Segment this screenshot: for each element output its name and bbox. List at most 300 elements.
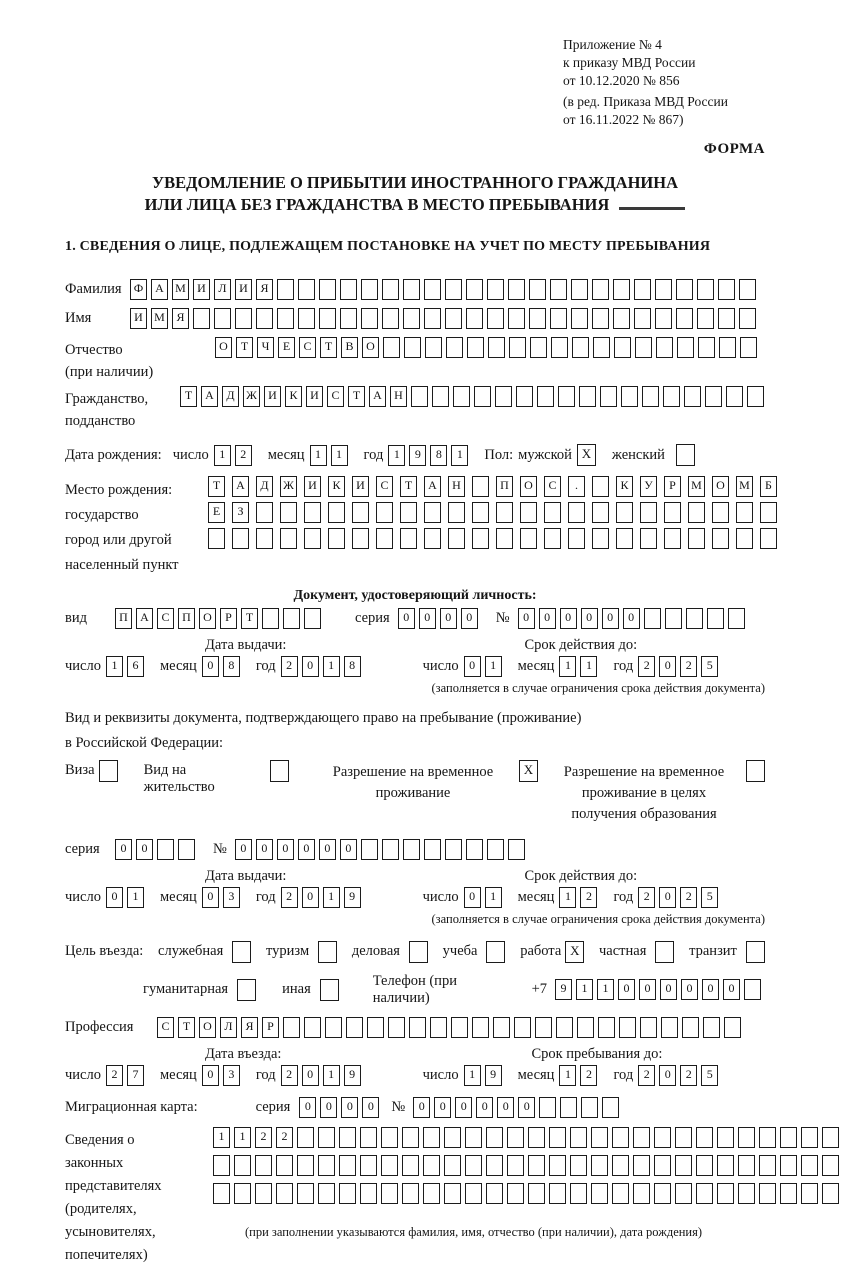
option-temp-residence-checkbox[interactable]: X: [519, 760, 538, 782]
char-cell[interactable]: [234, 1155, 251, 1176]
char-cell[interactable]: 0: [434, 1097, 451, 1118]
char-cell[interactable]: 2: [638, 887, 655, 908]
char-cell[interactable]: [411, 386, 428, 407]
char-cell[interactable]: [382, 839, 399, 860]
char-cell[interactable]: [486, 1155, 503, 1176]
purpose-private-checkbox[interactable]: [655, 941, 674, 963]
char-cell[interactable]: Е: [278, 337, 295, 358]
char-cell[interactable]: [724, 1017, 741, 1038]
char-cell[interactable]: 9: [344, 1065, 361, 1086]
purpose-transit-checkbox[interactable]: [746, 941, 765, 963]
purpose-humanitarian-checkbox[interactable]: [237, 979, 256, 1001]
char-cell[interactable]: 5: [701, 1065, 718, 1086]
char-cell[interactable]: Я: [241, 1017, 258, 1038]
char-cell[interactable]: [382, 308, 399, 329]
char-cell[interactable]: Б: [760, 476, 777, 497]
char-cell[interactable]: 0: [320, 1097, 337, 1118]
char-cell[interactable]: 5: [701, 656, 718, 677]
char-cell[interactable]: [328, 502, 345, 523]
char-cell[interactable]: 3: [223, 887, 240, 908]
char-cell[interactable]: 2: [255, 1127, 272, 1148]
char-cell[interactable]: [822, 1127, 839, 1148]
char-cell[interactable]: [738, 1127, 755, 1148]
char-cell[interactable]: [780, 1127, 797, 1148]
option-temp-residence-education-checkbox[interactable]: [746, 760, 765, 782]
char-cell[interactable]: [424, 279, 441, 300]
char-cell[interactable]: 2: [680, 887, 697, 908]
char-cell[interactable]: [496, 528, 513, 549]
char-cell[interactable]: Ч: [257, 337, 274, 358]
char-cell[interactable]: [297, 1183, 314, 1204]
char-cell[interactable]: [591, 1127, 608, 1148]
char-cell[interactable]: [493, 1017, 510, 1038]
char-cell[interactable]: [465, 1155, 482, 1176]
char-cell[interactable]: [508, 279, 525, 300]
char-cell[interactable]: [654, 1127, 671, 1148]
char-cell[interactable]: 1: [310, 445, 327, 466]
char-cell[interactable]: [612, 1127, 629, 1148]
char-cell[interactable]: [822, 1155, 839, 1176]
residence-issue-month-cells[interactable]: [202, 887, 244, 908]
surname-cells[interactable]: [130, 279, 760, 300]
char-cell[interactable]: [528, 1127, 545, 1148]
char-cell[interactable]: О: [199, 1017, 216, 1038]
char-cell[interactable]: С: [157, 608, 174, 629]
char-cell[interactable]: 0: [302, 1065, 319, 1086]
char-cell[interactable]: [304, 502, 321, 523]
char-cell[interactable]: 2: [680, 1065, 697, 1086]
char-cell[interactable]: 1: [213, 1127, 230, 1148]
char-cell[interactable]: Д: [256, 476, 273, 497]
char-cell[interactable]: [318, 1183, 335, 1204]
char-cell[interactable]: [508, 839, 525, 860]
char-cell[interactable]: [644, 608, 661, 629]
char-cell[interactable]: 0: [136, 839, 153, 860]
char-cell[interactable]: [619, 1017, 636, 1038]
char-cell[interactable]: 0: [464, 656, 481, 677]
phone-cells[interactable]: [555, 979, 765, 1000]
char-cell[interactable]: [633, 1127, 650, 1148]
char-cell[interactable]: [592, 308, 609, 329]
residence-valid-month-cells[interactable]: [559, 887, 601, 908]
char-cell[interactable]: [297, 1155, 314, 1176]
char-cell[interactable]: И: [193, 279, 210, 300]
entry-day-cells[interactable]: [106, 1065, 148, 1086]
migration-series-cells[interactable]: [299, 1097, 383, 1118]
char-cell[interactable]: 0: [639, 979, 656, 1000]
char-cell[interactable]: [466, 839, 483, 860]
char-cell[interactable]: О: [199, 608, 216, 629]
char-cell[interactable]: [688, 502, 705, 523]
char-cell[interactable]: [423, 1183, 440, 1204]
char-cell[interactable]: К: [328, 476, 345, 497]
char-cell[interactable]: [516, 386, 533, 407]
char-cell[interactable]: 0: [539, 608, 556, 629]
char-cell[interactable]: [759, 1183, 776, 1204]
char-cell[interactable]: [381, 1127, 398, 1148]
char-cell[interactable]: [591, 1183, 608, 1204]
char-cell[interactable]: 1: [214, 445, 231, 466]
char-cell[interactable]: [696, 1183, 713, 1204]
char-cell[interactable]: [234, 1183, 251, 1204]
char-cell[interactable]: [744, 979, 761, 1000]
char-cell[interactable]: 9: [555, 979, 572, 1000]
char-cell[interactable]: 0: [106, 887, 123, 908]
char-cell[interactable]: [360, 1127, 377, 1148]
char-cell[interactable]: [472, 1017, 489, 1038]
char-cell[interactable]: [448, 528, 465, 549]
representatives-cells-row3[interactable]: [213, 1183, 843, 1204]
char-cell[interactable]: 0: [518, 1097, 535, 1118]
char-cell[interactable]: [544, 502, 561, 523]
char-cell[interactable]: [612, 1155, 629, 1176]
char-cell[interactable]: 0: [660, 979, 677, 1000]
char-cell[interactable]: 0: [497, 1097, 514, 1118]
char-cell[interactable]: 1: [559, 656, 576, 677]
char-cell[interactable]: [466, 308, 483, 329]
char-cell[interactable]: [697, 279, 714, 300]
char-cell[interactable]: [598, 1017, 615, 1038]
char-cell[interactable]: Р: [664, 476, 681, 497]
char-cell[interactable]: [759, 1155, 776, 1176]
char-cell[interactable]: Н: [390, 386, 407, 407]
char-cell[interactable]: 8: [430, 445, 447, 466]
char-cell[interactable]: 9: [344, 887, 361, 908]
char-cell[interactable]: 1: [388, 445, 405, 466]
char-cell[interactable]: [328, 528, 345, 549]
char-cell[interactable]: [404, 337, 421, 358]
char-cell[interactable]: 2: [106, 1065, 123, 1086]
char-cell[interactable]: [383, 337, 400, 358]
char-cell[interactable]: [581, 1097, 598, 1118]
char-cell[interactable]: [614, 337, 631, 358]
char-cell[interactable]: [304, 528, 321, 549]
char-cell[interactable]: 0: [581, 608, 598, 629]
char-cell[interactable]: [487, 839, 504, 860]
char-cell[interactable]: [448, 502, 465, 523]
char-cell[interactable]: 0: [702, 979, 719, 1000]
char-cell[interactable]: [634, 279, 651, 300]
char-cell[interactable]: 9: [485, 1065, 502, 1086]
char-cell[interactable]: С: [544, 476, 561, 497]
char-cell[interactable]: [318, 1127, 335, 1148]
char-cell[interactable]: А: [369, 386, 386, 407]
char-cell[interactable]: [551, 337, 568, 358]
char-cell[interactable]: [193, 308, 210, 329]
doc-number-cells[interactable]: [518, 608, 749, 629]
char-cell[interactable]: [780, 1155, 797, 1176]
char-cell[interactable]: [740, 337, 757, 358]
char-cell[interactable]: [451, 1017, 468, 1038]
char-cell[interactable]: [570, 1127, 587, 1148]
char-cell[interactable]: [520, 528, 537, 549]
char-cell[interactable]: 0: [659, 887, 676, 908]
char-cell[interactable]: [661, 1017, 678, 1038]
char-cell[interactable]: [507, 1127, 524, 1148]
char-cell[interactable]: 0: [319, 839, 336, 860]
char-cell[interactable]: [325, 1017, 342, 1038]
char-cell[interactable]: 1: [485, 887, 502, 908]
char-cell[interactable]: 1: [451, 445, 468, 466]
char-cell[interactable]: [592, 528, 609, 549]
char-cell[interactable]: [696, 1155, 713, 1176]
char-cell[interactable]: Н: [448, 476, 465, 497]
char-cell[interactable]: [664, 502, 681, 523]
residence-valid-day-cells[interactable]: [464, 887, 506, 908]
char-cell[interactable]: 2: [638, 1065, 655, 1086]
char-cell[interactable]: 2: [638, 656, 655, 677]
char-cell[interactable]: [577, 1017, 594, 1038]
char-cell[interactable]: Т: [178, 1017, 195, 1038]
char-cell[interactable]: [178, 839, 195, 860]
migration-number-cells[interactable]: [413, 1097, 623, 1118]
char-cell[interactable]: [488, 337, 505, 358]
char-cell[interactable]: [276, 1183, 293, 1204]
char-cell[interactable]: [600, 386, 617, 407]
char-cell[interactable]: [822, 1183, 839, 1204]
char-cell[interactable]: [801, 1127, 818, 1148]
char-cell[interactable]: К: [285, 386, 302, 407]
char-cell[interactable]: [579, 386, 596, 407]
char-cell[interactable]: [445, 839, 462, 860]
char-cell[interactable]: [550, 308, 567, 329]
char-cell[interactable]: [728, 608, 745, 629]
char-cell[interactable]: А: [136, 608, 153, 629]
purpose-study-checkbox[interactable]: [486, 941, 505, 963]
char-cell[interactable]: 0: [302, 656, 319, 677]
char-cell[interactable]: [726, 386, 743, 407]
char-cell[interactable]: 2: [281, 656, 298, 677]
char-cell[interactable]: [738, 1155, 755, 1176]
char-cell[interactable]: [214, 308, 231, 329]
char-cell[interactable]: [676, 279, 693, 300]
char-cell[interactable]: 2: [580, 1065, 597, 1086]
char-cell[interactable]: [544, 528, 561, 549]
char-cell[interactable]: 1: [485, 656, 502, 677]
purpose-other-checkbox[interactable]: [320, 979, 339, 1001]
char-cell[interactable]: 1: [127, 887, 144, 908]
char-cell[interactable]: [801, 1183, 818, 1204]
char-cell[interactable]: 3: [223, 1065, 240, 1086]
char-cell[interactable]: [235, 308, 252, 329]
char-cell[interactable]: Е: [208, 502, 225, 523]
char-cell[interactable]: [256, 528, 273, 549]
char-cell[interactable]: [508, 308, 525, 329]
char-cell[interactable]: [298, 308, 315, 329]
char-cell[interactable]: К: [616, 476, 633, 497]
char-cell[interactable]: [635, 337, 652, 358]
char-cell[interactable]: 0: [455, 1097, 472, 1118]
char-cell[interactable]: О: [362, 337, 379, 358]
char-cell[interactable]: [208, 528, 225, 549]
stay-year-cells[interactable]: [638, 1065, 722, 1086]
char-cell[interactable]: [453, 386, 470, 407]
char-cell[interactable]: [760, 502, 777, 523]
char-cell[interactable]: [640, 502, 657, 523]
char-cell[interactable]: [558, 386, 575, 407]
char-cell[interactable]: [444, 1155, 461, 1176]
sex-male-checkbox[interactable]: X: [577, 444, 596, 466]
char-cell[interactable]: [423, 1127, 440, 1148]
char-cell[interactable]: [688, 528, 705, 549]
char-cell[interactable]: [403, 279, 420, 300]
char-cell[interactable]: [719, 337, 736, 358]
char-cell[interactable]: [400, 502, 417, 523]
char-cell[interactable]: [549, 1127, 566, 1148]
char-cell[interactable]: П: [496, 476, 513, 497]
char-cell[interactable]: 0: [235, 839, 252, 860]
char-cell[interactable]: [717, 1127, 734, 1148]
char-cell[interactable]: [304, 1017, 321, 1038]
char-cell[interactable]: 1: [323, 887, 340, 908]
char-cell[interactable]: 0: [618, 979, 635, 1000]
char-cell[interactable]: [424, 839, 441, 860]
char-cell[interactable]: [738, 1183, 755, 1204]
char-cell[interactable]: [352, 528, 369, 549]
char-cell[interactable]: [739, 308, 756, 329]
char-cell[interactable]: М: [688, 476, 705, 497]
char-cell[interactable]: [277, 279, 294, 300]
char-cell[interactable]: [444, 1127, 461, 1148]
char-cell[interactable]: 6: [127, 656, 144, 677]
char-cell[interactable]: [736, 528, 753, 549]
char-cell[interactable]: [654, 1155, 671, 1176]
char-cell[interactable]: [340, 308, 357, 329]
char-cell[interactable]: 0: [256, 839, 273, 860]
birth-year-cells[interactable]: [388, 445, 472, 466]
char-cell[interactable]: [570, 1183, 587, 1204]
char-cell[interactable]: [297, 1127, 314, 1148]
char-cell[interactable]: [276, 1155, 293, 1176]
char-cell[interactable]: [409, 1017, 426, 1038]
birth-place-cells-row2[interactable]: [208, 502, 784, 523]
char-cell[interactable]: [423, 1155, 440, 1176]
char-cell[interactable]: [549, 1183, 566, 1204]
char-cell[interactable]: 2: [281, 1065, 298, 1086]
option-residence-permit-checkbox[interactable]: [270, 760, 289, 782]
char-cell[interactable]: 0: [398, 608, 415, 629]
char-cell[interactable]: [747, 386, 764, 407]
char-cell[interactable]: [550, 279, 567, 300]
char-cell[interactable]: Т: [400, 476, 417, 497]
char-cell[interactable]: [486, 1127, 503, 1148]
char-cell[interactable]: 0: [659, 656, 676, 677]
profession-cells[interactable]: [157, 1017, 745, 1038]
char-cell[interactable]: С: [376, 476, 393, 497]
char-cell[interactable]: [612, 1183, 629, 1204]
char-cell[interactable]: [283, 1017, 300, 1038]
char-cell[interactable]: [568, 528, 585, 549]
char-cell[interactable]: [495, 386, 512, 407]
char-cell[interactable]: У: [640, 476, 657, 497]
citizenship-cells[interactable]: [180, 386, 768, 407]
char-cell[interactable]: [298, 279, 315, 300]
char-cell[interactable]: [530, 337, 547, 358]
char-cell[interactable]: [472, 502, 489, 523]
char-cell[interactable]: Л: [220, 1017, 237, 1038]
char-cell[interactable]: [705, 386, 722, 407]
char-cell[interactable]: 0: [299, 1097, 316, 1118]
entry-month-cells[interactable]: [202, 1065, 244, 1086]
char-cell[interactable]: 0: [341, 1097, 358, 1118]
char-cell[interactable]: [570, 1155, 587, 1176]
char-cell[interactable]: [361, 839, 378, 860]
char-cell[interactable]: [571, 308, 588, 329]
residence-issue-year-cells[interactable]: [281, 887, 365, 908]
char-cell[interactable]: 1: [559, 1065, 576, 1086]
char-cell[interactable]: [388, 1017, 405, 1038]
char-cell[interactable]: [634, 308, 651, 329]
char-cell[interactable]: З: [232, 502, 249, 523]
char-cell[interactable]: Я: [172, 308, 189, 329]
char-cell[interactable]: Ж: [280, 476, 297, 497]
char-cell[interactable]: [592, 502, 609, 523]
char-cell[interactable]: А: [151, 279, 168, 300]
char-cell[interactable]: 0: [202, 1065, 219, 1086]
purpose-official-checkbox[interactable]: [232, 941, 251, 963]
char-cell[interactable]: [403, 839, 420, 860]
char-cell[interactable]: [425, 337, 442, 358]
char-cell[interactable]: И: [235, 279, 252, 300]
doc-kind-cells[interactable]: [115, 608, 325, 629]
char-cell[interactable]: [213, 1155, 230, 1176]
char-cell[interactable]: 9: [409, 445, 426, 466]
char-cell[interactable]: П: [115, 608, 132, 629]
char-cell[interactable]: Т: [320, 337, 337, 358]
char-cell[interactable]: 1: [597, 979, 614, 1000]
residence-issue-day-cells[interactable]: [106, 887, 148, 908]
char-cell[interactable]: [444, 1183, 461, 1204]
char-cell[interactable]: 0: [298, 839, 315, 860]
char-cell[interactable]: [255, 1183, 272, 1204]
char-cell[interactable]: [539, 1097, 556, 1118]
char-cell[interactable]: [487, 279, 504, 300]
char-cell[interactable]: М: [736, 476, 753, 497]
char-cell[interactable]: 0: [681, 979, 698, 1000]
char-cell[interactable]: [684, 386, 701, 407]
char-cell[interactable]: 1: [580, 656, 597, 677]
char-cell[interactable]: 0: [461, 608, 478, 629]
char-cell[interactable]: [283, 608, 300, 629]
char-cell[interactable]: [376, 502, 393, 523]
char-cell[interactable]: 0: [723, 979, 740, 1000]
char-cell[interactable]: [535, 1017, 552, 1038]
char-cell[interactable]: [486, 1183, 503, 1204]
purpose-work-checkbox[interactable]: X: [565, 941, 584, 963]
char-cell[interactable]: [256, 308, 273, 329]
char-cell[interactable]: 0: [560, 608, 577, 629]
representatives-cells-row2[interactable]: [213, 1155, 843, 1176]
char-cell[interactable]: А: [232, 476, 249, 497]
char-cell[interactable]: И: [304, 476, 321, 497]
char-cell[interactable]: [304, 608, 321, 629]
char-cell[interactable]: М: [151, 308, 168, 329]
char-cell[interactable]: Ф: [130, 279, 147, 300]
char-cell[interactable]: [509, 337, 526, 358]
purpose-tourism-checkbox[interactable]: [318, 941, 337, 963]
residence-valid-year-cells[interactable]: [638, 887, 722, 908]
char-cell[interactable]: [642, 386, 659, 407]
char-cell[interactable]: [446, 337, 463, 358]
doc-valid-year-cells[interactable]: [638, 656, 722, 677]
char-cell[interactable]: 0: [464, 887, 481, 908]
char-cell[interactable]: 8: [344, 656, 361, 677]
char-cell[interactable]: [528, 1183, 545, 1204]
char-cell[interactable]: [739, 279, 756, 300]
char-cell[interactable]: Ж: [243, 386, 260, 407]
char-cell[interactable]: [507, 1155, 524, 1176]
char-cell[interactable]: С: [299, 337, 316, 358]
